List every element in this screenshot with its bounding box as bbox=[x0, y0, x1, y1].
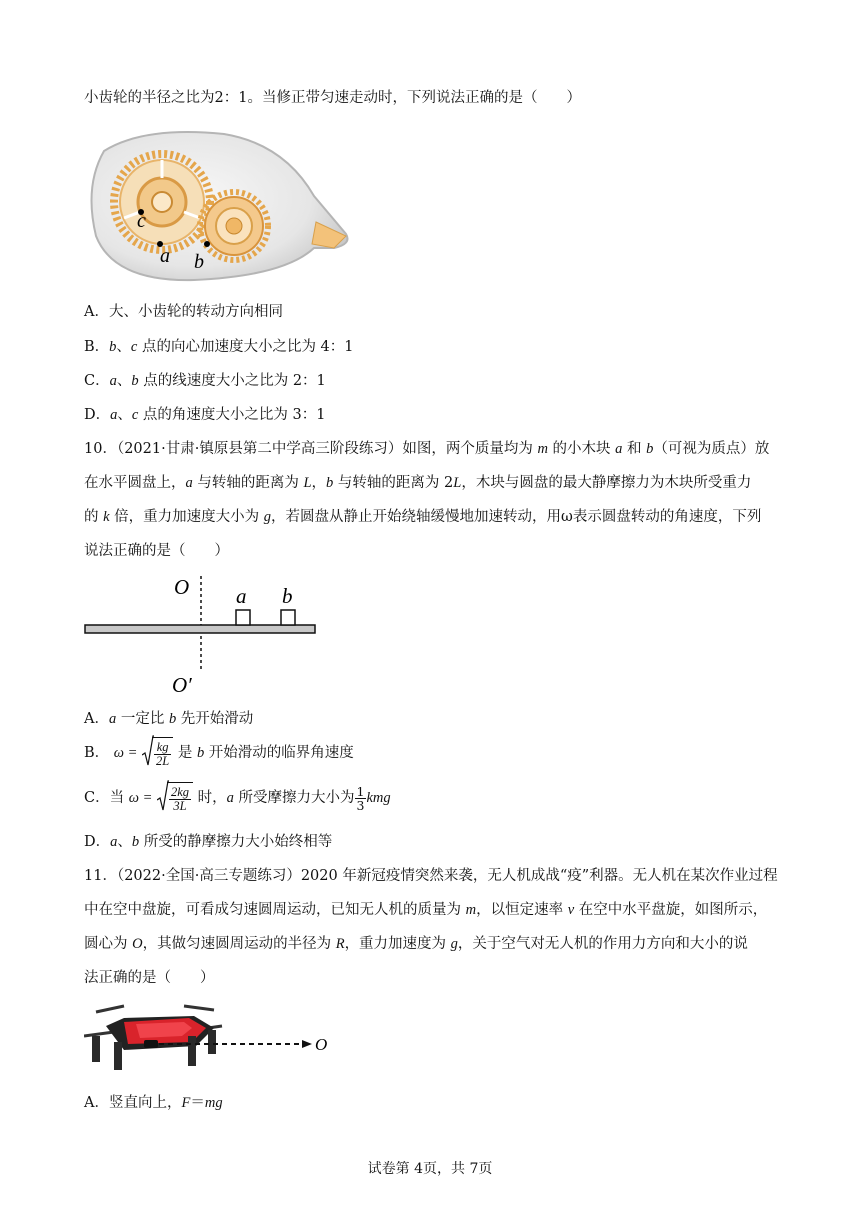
q11-option-a: A．竖直向上，F＝mg bbox=[84, 1095, 223, 1111]
page-footer: 试卷第 4页，共 7页 bbox=[367, 1161, 493, 1177]
q10-option-a: A．a 一定比 b 先开始滑动 bbox=[84, 711, 254, 727]
q10-stem-line-1: 10．（2021·甘肃·镇原县第二中学高三阶段练习）如图，两个质量均为 m 的小木块 a 和 b（可视为质点）放 bbox=[84, 441, 770, 457]
sqrt-expression: $\frac{2kg}{3L}$ bbox=[157, 782, 193, 814]
q9-option-c: C．a、b 点的线速度大小之比为 2：1 bbox=[84, 373, 326, 389]
q11-stem-line-1: 11．（2022·全国·高三专题练习）2020 年新冠疫情突然来袭，无人机成战“疫”利器。无人机在某次作业过程 bbox=[84, 868, 778, 884]
axis-label-O: O bbox=[174, 575, 190, 599]
q10-stem-line-2: 在水平圆盘上，a 与转轴的距离为 L，b 与转轴的距离为 2L，木块与圆盘的最大静摩擦力为木块所受重力 bbox=[84, 475, 752, 491]
q10-option-c: C．当 ω = $\frac{2kg}{3L}$ 时，a 所受摩擦力大小为 $\frac{1}{3}$ kmg bbox=[84, 782, 391, 814]
q10-stem-line-4: 说法正确的是（ ） bbox=[84, 543, 229, 559]
q10-option-d: D．a、b 所受的静摩擦力大小始终相等 bbox=[84, 834, 333, 850]
axis-label-O-prime: O′ bbox=[172, 673, 192, 697]
point-c-label: c bbox=[137, 210, 146, 232]
q9-option-a: A．大、小齿轮的转动方向相同 bbox=[84, 304, 283, 320]
q11-stem-line-2: 中在空中盘旋，可看成匀速圆周运动，已知无人机的质量为 m，以恒定速率 v 在空中水平盘旋，如图所示， bbox=[84, 902, 768, 918]
question-9-stem-tail: 小齿轮的半径之比为2：1。当修正带匀速走动时，下列说法正确的是（ ） bbox=[84, 90, 581, 106]
q10-option-b: B． ω = $\frac{kg}{2L}$ 是 b 开始滑动的临界角速度 bbox=[84, 737, 354, 769]
q11-stem-line-3: 圆心为 O，其做匀速圆周运动的半径为 R，重力加速度为 g，关于空气对无人机的作用力方向和大小的说 bbox=[84, 936, 748, 952]
q10-stem-line-3: 的 k 倍，重力加速度大小为 g，若圆盘从静止开始绕轴缓慢地加速转动，用ω表示圆盘转动的角速度，下列 bbox=[84, 509, 762, 525]
center-O-label: O bbox=[315, 1035, 328, 1054]
block-a-label: a bbox=[236, 584, 247, 608]
q9-option-d: D．a、c 点的角速度大小之比为 3：1 bbox=[84, 407, 326, 423]
q9-option-b: B．b、c 点的向心加速度大小之比为 4：1 bbox=[84, 339, 354, 355]
point-b-label: b bbox=[194, 251, 204, 273]
q11-stem-line-4: 法正确的是（ ） bbox=[84, 970, 215, 986]
drone-figure bbox=[84, 996, 334, 1086]
point-a-label: a bbox=[160, 245, 170, 267]
block-b-label: b bbox=[282, 584, 293, 608]
correction-tape-figure bbox=[84, 126, 356, 284]
sqrt-expression: $\frac{kg}{2L}$ bbox=[142, 737, 173, 769]
rotating-disk-figure bbox=[84, 572, 324, 702]
